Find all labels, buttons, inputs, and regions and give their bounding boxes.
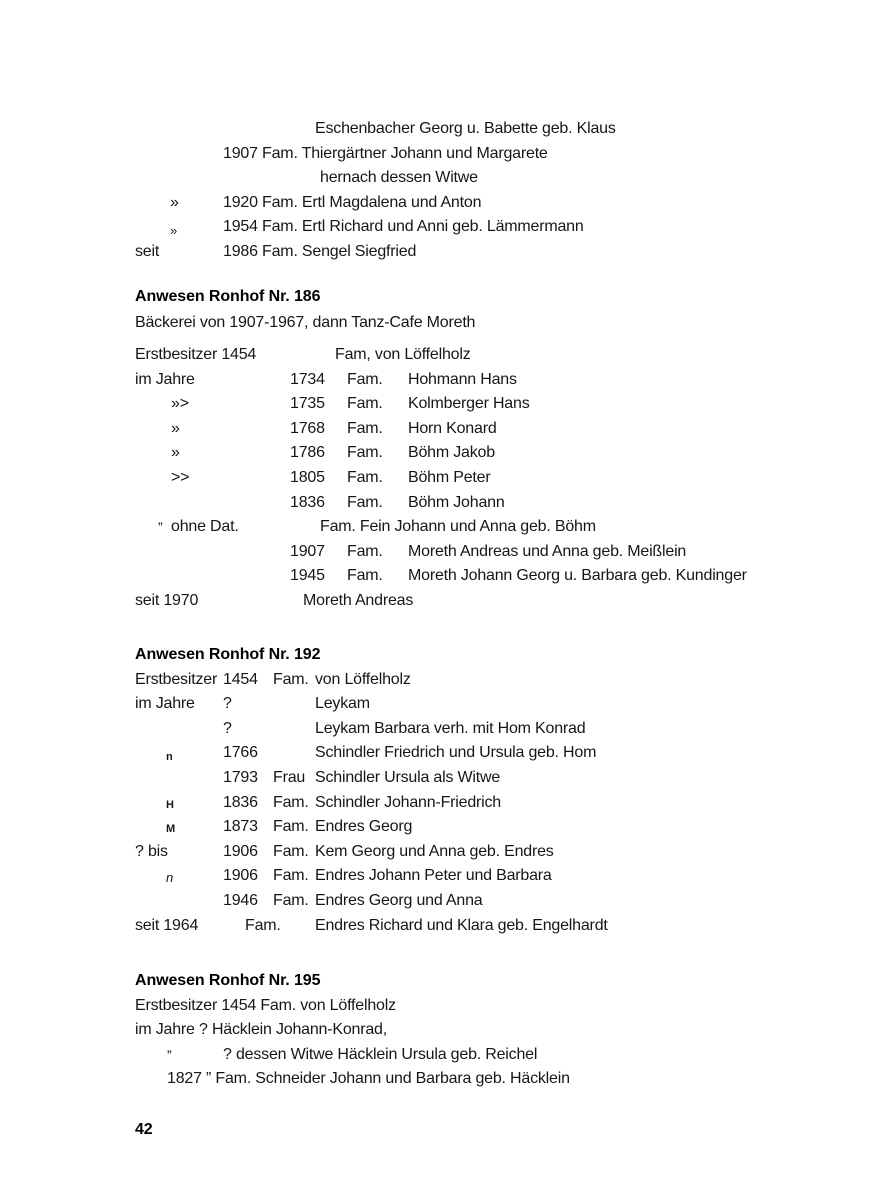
marker-cell: » [170,193,179,211]
name-cell: Moreth Johann Georg u. Barbara geb. Kundinger [408,567,747,585]
name-cell: Schindler Friedrich und Ursula geb. Hom [315,744,597,762]
entry-continued [0,117,872,265]
entry-row [0,343,872,368]
fam-cell: Fam. [347,395,383,413]
section-subtitle: Bäckerei von 1907-1967, dann Tanz-Cafe Moreth [135,314,476,331]
entry-row [0,766,872,791]
year-run-cell: 1954 Fam. Ertl Richard und Anni geb. Lämmermann [223,218,584,236]
name-cell: Schindler Johann-Friedrich [315,793,502,811]
label-cell: seit [135,242,160,260]
ditto-cell: ” [167,1046,172,1063]
label-cell: Erstbesitzer [135,670,218,688]
marker-cell: n [166,870,174,886]
name-cell: Böhm Peter [408,468,491,486]
fam-cell: Fam. [347,468,383,486]
label-cell: seit 1964 [135,916,199,934]
name-cell: von Löffelholz [315,670,411,688]
name-cell: Böhm Johann [408,493,505,511]
entry-row [0,142,872,167]
entry-row [0,914,872,939]
year-cell: 1945 [290,567,325,585]
entry-row [0,564,872,589]
entry-row [0,417,872,442]
entry-row [0,491,872,516]
entry-row [0,864,872,889]
label-cell: Erstbesitzer 1454 [135,346,257,363]
marker-cell: » [171,444,180,462]
entry-row [0,741,872,766]
entry-row [0,692,872,717]
entry-row [0,717,872,742]
fam-run-cell: Fam, von Löffelholz [335,346,471,363]
name-cell: Leykam [315,695,370,713]
entry-row [0,466,872,491]
marker-cell: » [171,419,180,437]
label-cell: seit 1970 [135,591,199,609]
name-cell: Hohmann Hans [408,370,517,388]
fam-cell: Fam. [273,670,309,688]
entry-row [0,840,872,865]
year-cell: 1906 [223,867,258,885]
name-cell: Schindler Ursula als Witwe [315,768,501,786]
year-cell: 1906 [223,842,258,860]
entry-row [0,191,872,216]
entry-row [0,392,872,417]
entry-row [0,540,872,565]
year-cell: 1836 [290,493,325,511]
label-cell: im Jahre [135,370,195,388]
marker-cell: n [166,751,173,764]
fam-cell: Fam. [347,370,383,388]
fam-cell: Fam. [273,842,309,860]
entry-row [0,215,872,240]
entry-row [0,589,872,614]
marker-cell: M [166,823,175,836]
fam-cell: Fam. [273,891,309,909]
entry-row [0,117,872,142]
page-number: 42 [135,1121,153,1138]
ohne-cell: ohne Dat. [171,518,239,536]
marker-cell: H [166,798,174,811]
label-cell: im Jahre [135,695,195,713]
fam-cell: Fam. [273,818,309,836]
entry-row [0,815,872,840]
year-cell: 1786 [290,444,325,462]
year-cell: 1946 [223,891,258,909]
section-title: Anwesen Ronhof Nr. 192 [135,646,321,663]
anwesen-186 [0,284,872,614]
entry-row [0,994,872,1019]
year-cell: 1907 [290,542,325,560]
marker-cell: » [170,223,178,239]
entry-row [0,240,872,265]
name-cell: Endres Richard und Klara geb. Engelhardt [315,916,608,934]
entry-row [0,791,872,816]
entry-row [0,515,872,540]
seit-name-cell: Moreth Andreas [303,591,414,609]
anwesen-195 [0,969,872,1092]
fam-cell: Fam. [347,542,383,560]
anwesen-192 [0,643,872,938]
year-cell: 1735 [290,395,325,413]
entry-row [0,668,872,693]
fam-cell: Fam. [347,493,383,511]
name-cell: Moreth Andreas und Anna geb. Meißlein [408,542,687,560]
fam-cell: Frau [273,768,306,786]
name-cell: Leykam Barbara verh. mit Hom Konrad [315,719,586,737]
marker-cell: >> [171,468,190,486]
name-cell: Kolmberger Hans [408,395,530,413]
fam-mid-cell: Fam. Fein Johann und Anna geb. Böhm [320,518,596,536]
year-cell: 1768 [290,419,325,437]
label-cell: Erstbesitzer 1454 Fam. von Löffelholz [135,996,396,1014]
name-cell: Endres Johann Peter und Barbara [315,867,552,885]
year-run-cell: 1920 Fam. Ertl Magdalena und Anton [223,193,482,211]
entry-row [0,166,872,191]
entry-row [0,1067,872,1092]
fam-cell: Fam. [347,444,383,462]
year-cell: 1805 [290,468,325,486]
q-cell: ? dessen Witwe Häcklein Ursula geb. Reichel [223,1045,538,1063]
name-cell: Böhm Jakob [408,444,495,462]
label-cell: ? bis [135,842,168,860]
year-cell: 1793 [223,768,258,786]
year-cell: 1873 [223,818,258,836]
entry-row [0,368,872,393]
fam-seit-cell: Fam. [245,916,281,934]
entry-row [0,889,872,914]
fam-cell: Fam. [347,567,383,585]
name-cell: Endres Georg und Anna [315,891,483,909]
name-cell: Horn Konard [408,419,497,437]
year-cell: ? [223,695,232,713]
ditto-cell: ” [158,519,163,536]
name-cell: Kem Georg und Anna geb. Endres [315,842,554,860]
year-cell: ? [223,719,232,737]
fam-cell: Fam. [347,419,383,437]
year-cell: 1836 [223,793,258,811]
name-center-cell: Eschenbacher Georg u. Babette geb. Klaus [315,120,616,137]
fam-cell: Fam. [273,867,309,885]
year-cell: 1454 [223,670,258,688]
year-run-cell: 1907 Fam. Thiergärtner Johann und Margarete [223,144,548,162]
year-cell: 1766 [223,744,258,762]
year-run-cell: 1986 Fam. Sengel Siegfried [223,242,417,260]
indent-cell: 1827 ” Fam. Schneider Johann und Barbara geb. Häcklein [167,1070,570,1088]
entry-row [0,1043,872,1068]
section-title: Anwesen Ronhof Nr. 186 [135,288,321,305]
fam-cell: Fam. [273,793,309,811]
label-cell: im Jahre ? Häcklein Johann-Konrad, [135,1021,388,1039]
entry-row [0,1018,872,1043]
section-title: Anwesen Ronhof Nr. 195 [135,972,321,989]
marker-cell: »> [171,395,189,413]
year-cell: 1734 [290,370,325,388]
entry-row [0,441,872,466]
name-center2-cell: hernach dessen Witwe [320,169,478,187]
name-cell: Endres Georg [315,818,413,836]
